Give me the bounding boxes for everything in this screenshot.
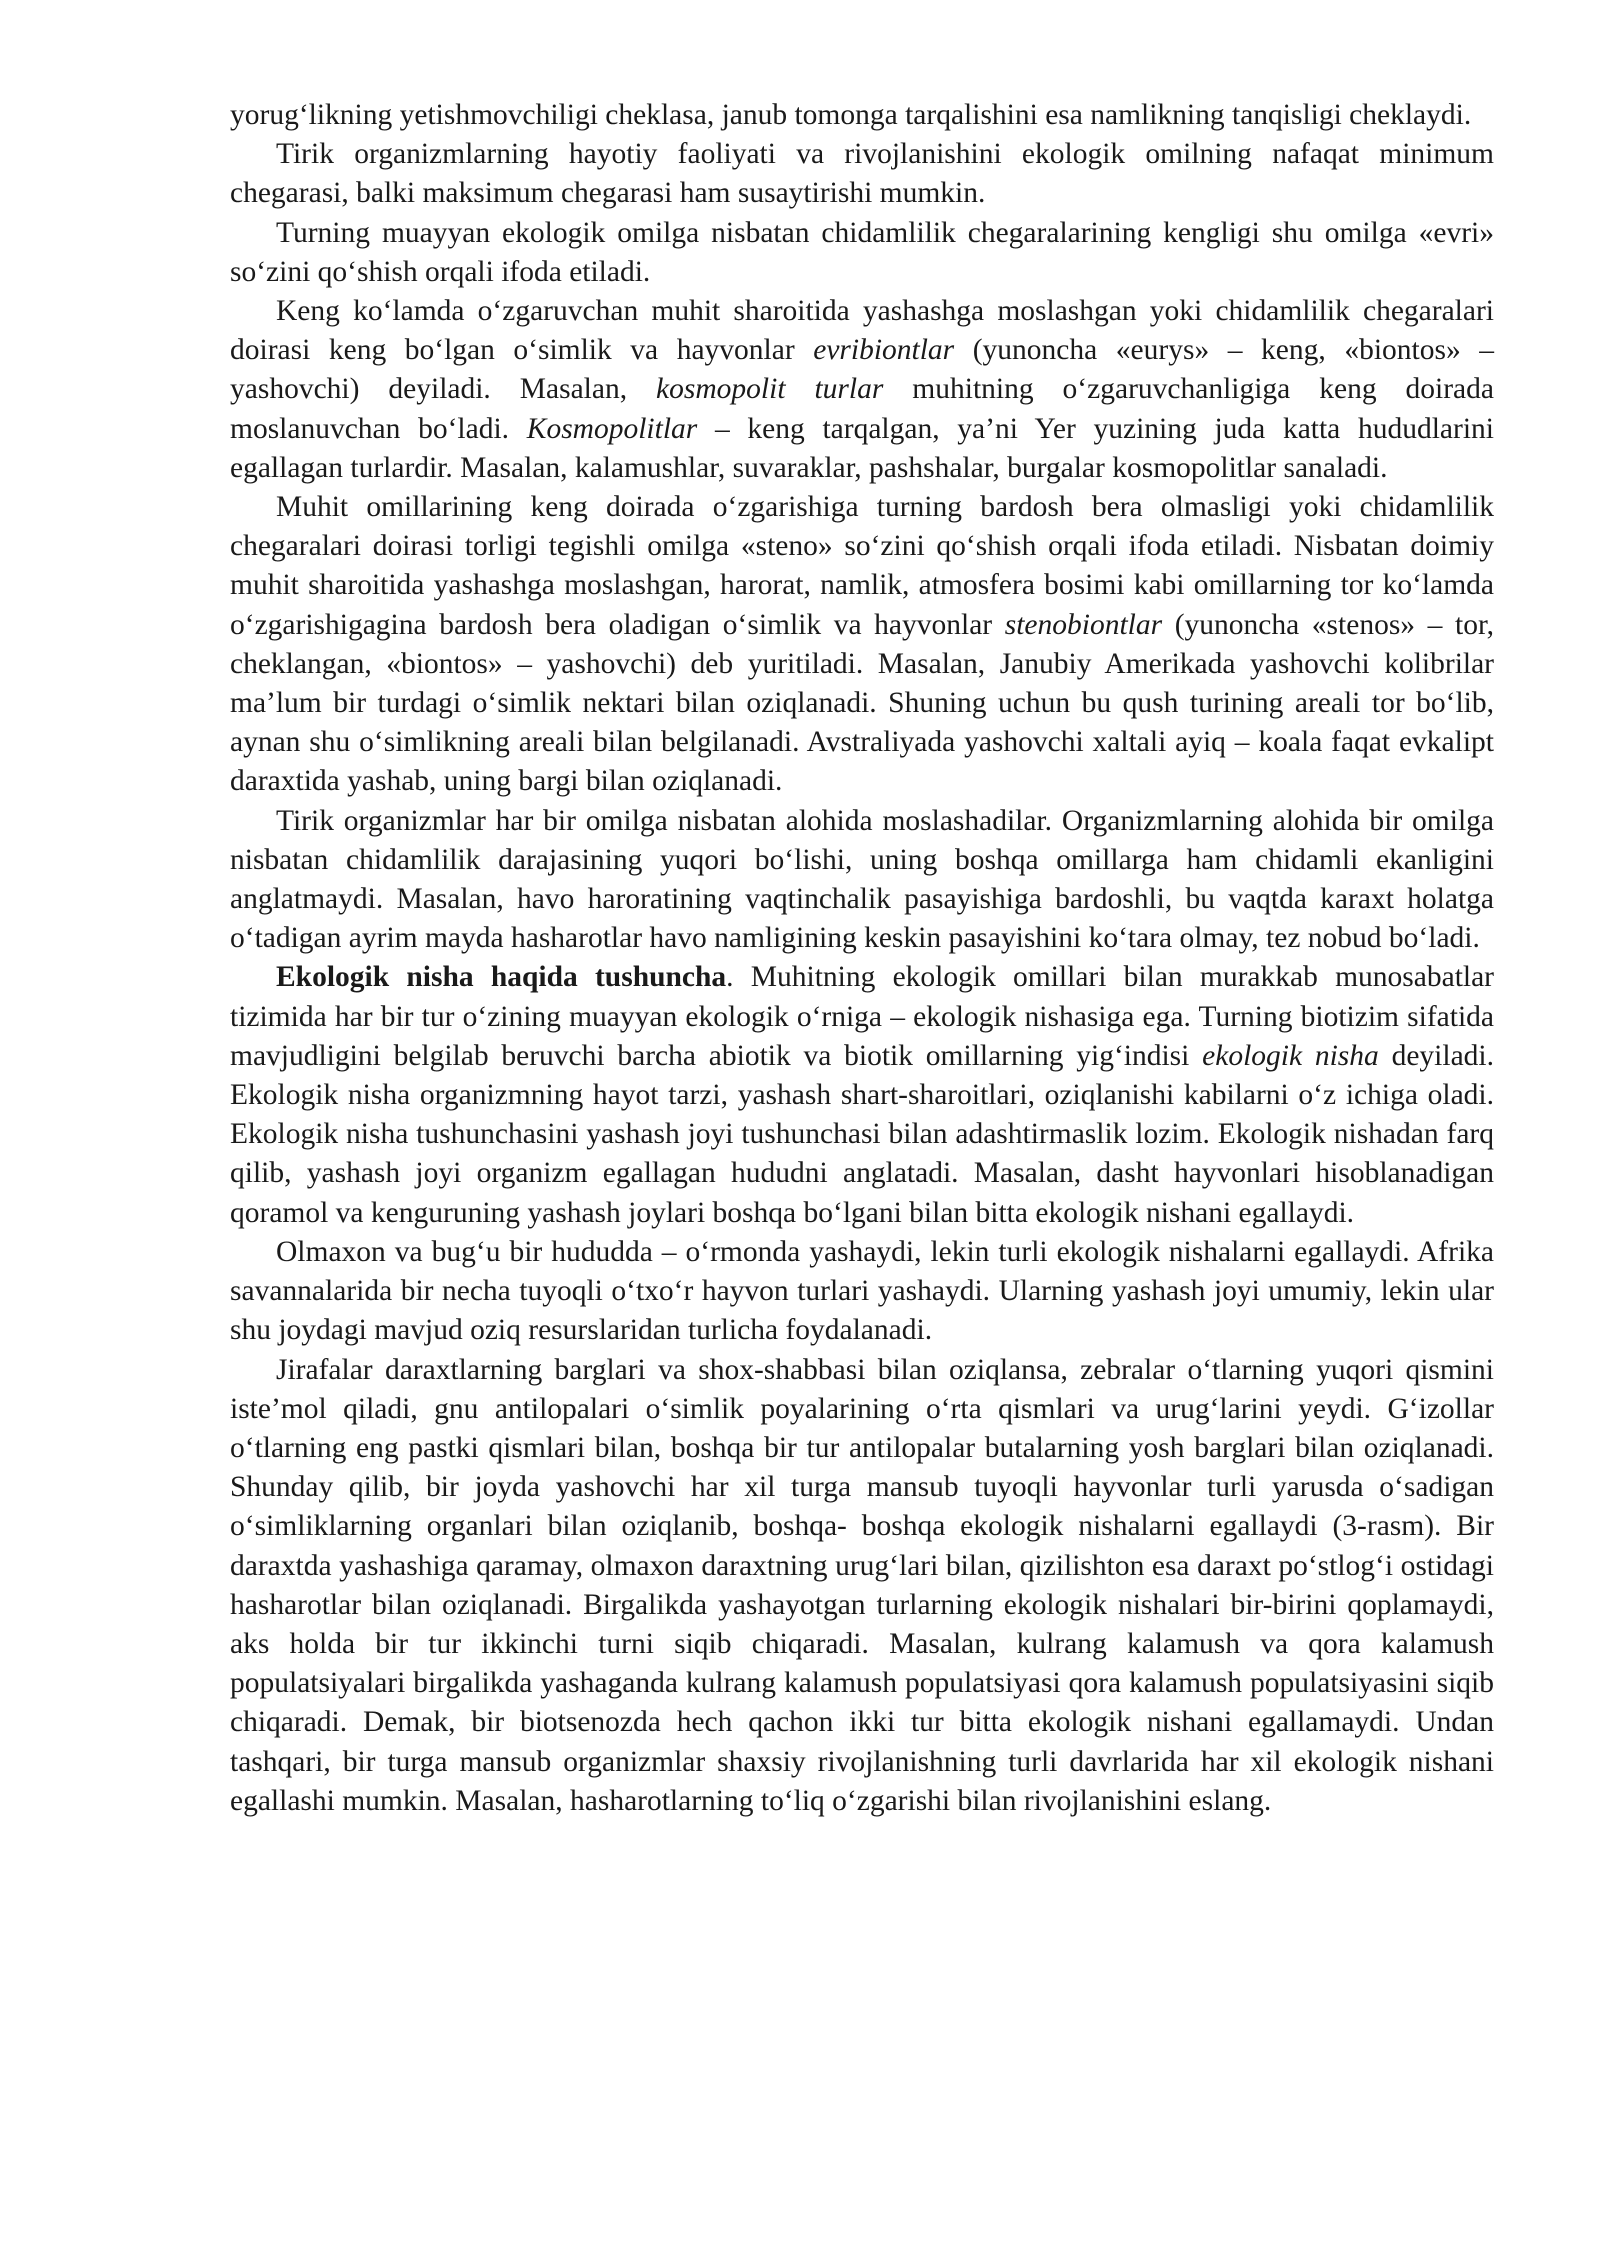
text-run: Tirik organizmlarning hayotiy faoliyati va rivojlanishini ekologik omilning nafaqat minimum chegarasi, balki maksimum chegarasi ham susaytirishi mumkin. (230, 138, 1494, 210)
text-run: Keng ko‘lamda o‘zgaruvchan muhit sharoitida yashashga moslashgan yoki chidamlilik chegaralari doirasi keng bo‘lgan o‘simlik va hayvonlar (230, 295, 1494, 367)
paragraph-4 (230, 292, 1494, 488)
term-ekologik-nisha: ekologik nisha (1202, 1039, 1379, 1072)
text-run: (yunoncha «stenos» – tor, cheklangan, «biontos» – yashovchi) deb yuritiladi. Masalan, Janubiy Amerikada yashovchi kolibrilar ma’lum bir turdagi o‘simlik nektari bilan oziqlanadi. Shuning uchun bu qush turining areali tor bo‘lib, aynan shu o‘simlikning areali bilan belgilanadi. Avstraliyada yashovchi xaltali ayiq – koala faqat evkalipt daraxtida yashab, uning bargi bilan oziqlanadi. (230, 608, 1494, 798)
term-kosmopolitlar: Kosmopolitlar (526, 412, 698, 445)
term-stenobiontlar: stenobiontlar (1004, 608, 1163, 641)
text-run: deyiladi. Ekologik nisha organizmning hayot tarzi, yashash shart-sharoitlari, oziqlanishi kabilarni o‘z ichiga oladi. Ekologik nisha tushunchasini yashash joyi tushunchasi bilan adashtirmaslik lozim. Ekologik nishadan farq qilib, yashash joyi organizm egallagan hududni anglatadi. Masalan, dasht hayvonlari hisoblanadigan qoramol va kenguruning yashash joylari boshqa bo‘lgani bilan bitta ekologik nishani egallaydi. (230, 1039, 1494, 1229)
paragraph-6 (230, 802, 1494, 959)
paragraph-1 (230, 96, 1494, 135)
term-kosmopolit-turlar: kosmopolit turlar (656, 373, 884, 406)
text-run: – keng tarqalgan, ya’ni Yer yuzining juda katta hududlarini egallagan turlardir. Masalan, kalamushlar, suvaraklar, pashshalar, burgalar kosmopolitlar sanaladi. (230, 412, 1494, 484)
paragraph-2 (230, 135, 1494, 213)
text-run: yorug‘likning yetishmovchiligi cheklasa, janub tomonga tarqalishini esa namlikning tanqisligi cheklaydi. (230, 99, 1472, 131)
text-run: muhitning o‘zgaruvchanligiga keng doirada moslanuvchan bo‘ladi. (230, 373, 1494, 445)
paragraph-3 (230, 214, 1494, 292)
paragraph-5 (230, 488, 1494, 802)
document-page (230, 96, 1494, 1821)
text-run: (yunoncha «eurys» – keng, «biontos» – yashovchi) deyiladi. Masalan, (230, 334, 1495, 406)
text-run: . Muhitning ekologik omillari bilan murakkab munosabatlar tizimida har bir tur o‘zining muayyan ekologik o‘rniga – ekologik nishasiga ega. Turning biotizim sifatida mavjudligini belgilab beruvchi barcha abiotik va biotik omillarning yig‘indisi (230, 961, 1494, 1072)
paragraph-7 (230, 958, 1494, 1232)
text-run: Jirafalar daraxtlarning barglari va shox-shabbasi bilan oziqlansa, zebralar o‘tlarning yuqori qismini iste’mol qiladi, gnu antilopalari o‘simlik poyalarining o‘rta qismlari va urug‘larini yeydi. G‘izollar o‘tlarning eng pastki qismlari bilan, boshqa bir tur antilopalar butalarning yosh barglari bilan oziqlanadi. Shunday qilib, bir joyda yashovchi har xil turga mansub tuyoqli hayvonlar turli yarusda o‘sadigan o‘simliklarning organlari bilan oziqlanib, boshqa- boshqa ekologik nishalarni egallaydi (3-rasm). Bir daraxtda yashashiga qaramay, olmaxon daraxtning urug‘lari bilan, qizilishton esa daraxt po‘stlog‘i ostidagi hasharotlar bilan oziqlanadi. Birgalikda yashayotgan turlarning ekologik nishalari bir-birini qoplamaydi, aks holda bir tur ikkinchi turni siqib chiqaradi. Masalan, kulrang kalamush va qora kalamush populatsiyalari birgalikda yashaganda kulrang kalamush populatsiyasi qora kalamush populatsiyasini siqib chiqaradi. Demak, bir biotsenozda hech qachon ikki tur bitta ekologik nishani egallamaydi. Undan tashqari, bir turga mansub organizmlar shaxsiy rivojlanishning turli davrlarida har xil ekologik nishani egallashi mumkin. Masalan, hasharotlarning to‘liq o‘zgarishi bilan rivojlanishini eslang. (230, 1353, 1494, 1817)
paragraph-8 (230, 1233, 1494, 1351)
paragraph-9 (230, 1351, 1494, 1821)
section-heading-ekologik-nisha: Ekologik nisha haqida tushuncha (276, 961, 727, 994)
term-evribiontlar: evribiontlar (813, 334, 955, 367)
text-run: Turning muayyan ekologik omilga nisbatan chidamlilik chegaralarining kengligi shu omilga «evri» so‘zini qo‘shish orqali ifoda etiladi. (230, 216, 1494, 288)
text-run: Muhit omillarining keng doirada o‘zgarishiga turning bardosh bera olmasligi yoki chidamlilik chegaralari doirasi torligi tegishli omilga «steno» so‘zini qo‘shish orqali ifoda etiladi. Nisbatan doimiy muhit sharoitida yashashga moslashgan, harorat, namlik, atmosfera bosimi kabi omillarning tor ko‘lamda o‘zgarishigagina bardosh bera oladigan o‘simlik va hayvonlar (230, 491, 1494, 641)
text-run: Tirik organizmlar har bir omilga nisbatan alohida moslashadilar. Organizmlarning alohida bir omilga nisbatan chidamlilik darajasining yuqori bo‘lishi, uning boshqa omillarga ham chidamli ekanligini anglatmaydi. Masalan, havo haroratining vaqtinchalik pasayishiga bardoshli, bu vaqtda karaxt holatga o‘tadigan ayrim mayda hasharotlar havo namligining keskin pasayishini ko‘tara olmay, tez nobud bo‘ladi. (230, 804, 1494, 955)
text-run: Olmaxon va bug‘u bir hududda – o‘rmonda yashaydi, lekin turli ekologik nishalarni egallaydi. Afrika savannalarida bir necha tuyoqli o‘txo‘r hayvon turlari yashaydi. Ularning yashash joyi umumiy, lekin ular shu joydagi mavjud oziq resurslaridan turlicha foydalanadi. (230, 1235, 1494, 1347)
